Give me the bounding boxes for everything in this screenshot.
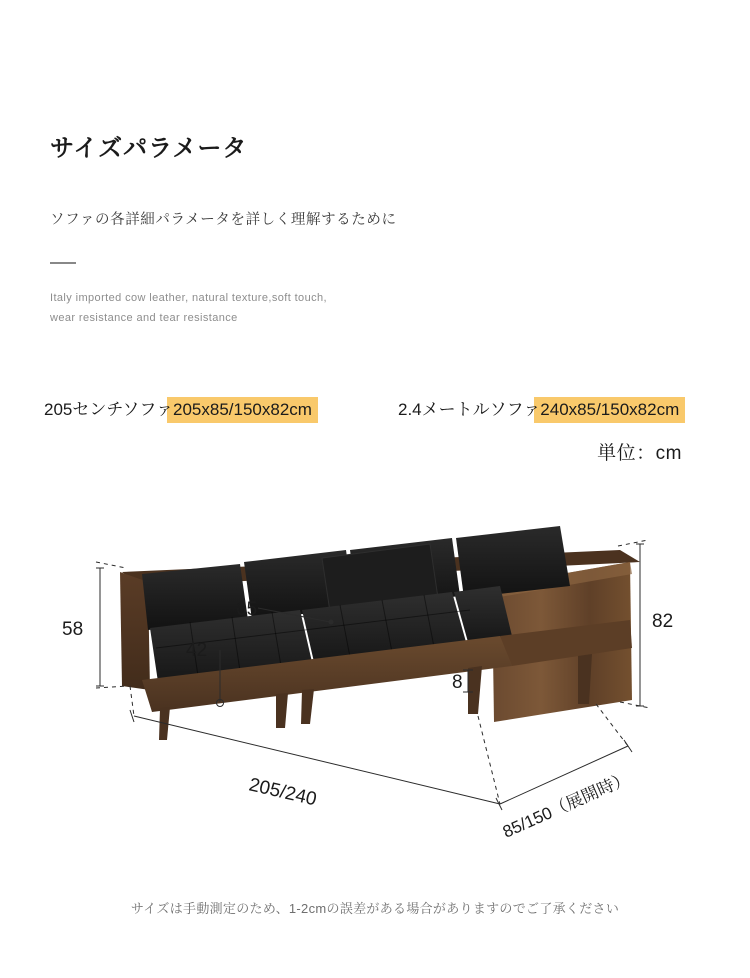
dim-tick-depth-right [624,740,632,752]
english-description-line-1: Italy imported cow leather, natural texture,soft touch, [50,292,327,304]
sofa-illustration [120,526,640,740]
dim-label-seat-depth: 65 [236,599,258,620]
variant-spec-205: 205x85/150x82cm [167,397,318,423]
variant-spec-240: 240x85/150x82cm [534,397,685,423]
divider-rule [50,262,76,264]
ext-line-right-top [618,540,648,546]
dim-label-total-height: 82 [652,611,674,632]
dim-label-width: 205/240 [246,774,319,811]
sofa-dimension-diagram [0,490,750,860]
sofa-leg-mid-center [301,689,314,724]
variant-option-205 [44,395,318,420]
ext-line-width-right [478,716,500,804]
page-title: サイズパラメータ [50,135,248,162]
dim-label-back-height: 58 [62,619,84,640]
variant-name-240: 2.4メートルソファ [398,400,541,419]
variant-name-205: 205センチソファ [44,400,174,419]
ext-line-depth-right [596,704,628,746]
back-cushion-right [456,526,570,598]
dim-dot-seat-depth [329,620,334,625]
sofa-leg-front-right [468,666,482,714]
unit-label: 単位：cm [597,443,682,464]
dim-label-seat-height: 42 [186,640,208,661]
measurement-disclaimer: サイズは手動測定のため、1-2cmの誤差がある場合がありますのでご了承ください [130,901,620,916]
sofa-leg-mid-left [276,693,288,728]
ext-line-right-bottom [620,702,650,708]
dim-label-leg-height: 8 [452,672,463,693]
english-description [50,288,327,328]
page-subtitle: ソファの各詳細パラメータを詳しく理解するために [50,212,397,228]
english-description-line-2: wear resistance and tear resistance [50,312,238,324]
variant-option-240 [398,395,685,420]
ext-line-left-top [96,562,126,568]
dim-label-depth: 85/150（展開時） [499,768,633,842]
